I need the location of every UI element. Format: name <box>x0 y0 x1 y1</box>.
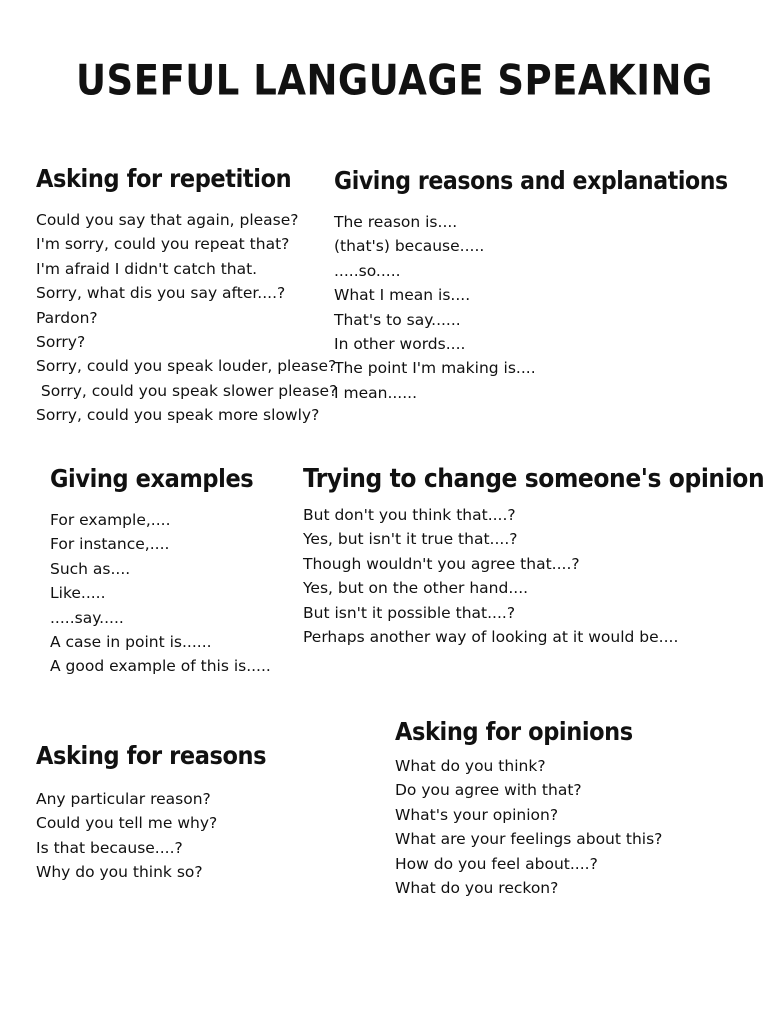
phrase-item: What's your opinion? <box>395 805 559 824</box>
phrase-item: Yes, but on the other hand.... <box>303 579 529 598</box>
section-heading: Giving reasons and explanations <box>334 166 728 195</box>
phrase-item: .....so..... <box>334 261 401 280</box>
section-asking-for-repetition <box>36 162 337 428</box>
section-giving-reasons-and-explanations <box>334 164 728 405</box>
phrase-item: I mean...... <box>334 383 418 402</box>
section-heading: Trying to change someone's opinion <box>303 464 765 494</box>
phrase-item: A good example of this is..... <box>50 657 271 676</box>
phrase-item: Could you tell me why? <box>36 814 218 833</box>
phrase-item: Could you say that again, please? <box>36 211 299 229</box>
section-heading: Asking for opinions <box>395 717 633 746</box>
phrase-item: Pardon? <box>36 308 98 327</box>
phrase-item: For instance,.... <box>50 535 170 554</box>
phrase-item: Sorry, could you speak louder, please? <box>36 357 337 376</box>
phrase-item: What do you reckon? <box>395 879 559 898</box>
phrase-list <box>395 754 662 900</box>
phrase-item: But isn't it possible that....? <box>303 603 516 622</box>
phrase-item: (that's) because..... <box>334 237 485 256</box>
phrase-item: The reason is.... <box>334 213 458 231</box>
phrase-list <box>334 210 728 405</box>
section-asking-for-opinions <box>395 715 662 900</box>
phrase-item: A case in point is...... <box>50 633 212 652</box>
phrase-item: Yes, but isn't it true that....? <box>303 530 518 549</box>
phrase-item: .....say..... <box>50 608 124 627</box>
phrase-item: What do you think? <box>395 757 546 775</box>
section-heading: Asking for repetition <box>36 164 292 193</box>
phrase-item: Any particular reason? <box>36 790 211 808</box>
phrase-list <box>36 787 266 885</box>
phrase-item: Is that because....? <box>36 838 183 857</box>
phrase-item: Sorry, could you speak more slowly? <box>36 406 320 425</box>
phrase-list <box>50 508 271 679</box>
page-title: USEFUL LANGUAGE SPEAKING <box>76 56 713 105</box>
phrase-list <box>303 503 764 649</box>
phrase-item: Though wouldn't you agree that....? <box>303 554 580 573</box>
phrase-item: In other words.... <box>334 335 466 354</box>
phrase-item: Do you agree with that? <box>395 781 582 800</box>
section-trying-to-change-someones-opinion <box>303 462 764 649</box>
phrase-item: That's to say...... <box>334 310 461 329</box>
phrase-item: But don't you think that....? <box>303 506 516 524</box>
phrase-item: What are your feelings about this? <box>395 830 663 849</box>
section-heading: Asking for reasons <box>36 741 267 770</box>
phrase-item: For example,.... <box>50 511 171 529</box>
phrase-item: Perhaps another way of looking at it would be.... <box>303 628 679 647</box>
phrase-item: How do you feel about....? <box>395 854 598 873</box>
phrase-item: Why do you think so? <box>36 863 203 882</box>
phrase-item: Such as.... <box>50 559 131 578</box>
section-asking-for-reasons <box>36 739 266 885</box>
phrase-item: Sorry, could you speak slower please? <box>36 381 338 400</box>
phrase-item: Sorry, what dis you say after....? <box>36 284 286 303</box>
phrase-item: I'm sorry, could you repeat that? <box>36 235 290 254</box>
phrase-item: Sorry? <box>36 333 86 352</box>
phrase-item: Like..... <box>50 584 106 603</box>
phrase-item: What I mean is.... <box>334 286 471 305</box>
phrase-item: I'm afraid I didn't catch that. <box>36 259 258 278</box>
section-giving-examples <box>50 462 271 679</box>
phrase-list <box>36 208 337 428</box>
phrase-item: The point I'm making is.... <box>334 359 536 378</box>
section-heading: Giving examples <box>50 464 254 493</box>
